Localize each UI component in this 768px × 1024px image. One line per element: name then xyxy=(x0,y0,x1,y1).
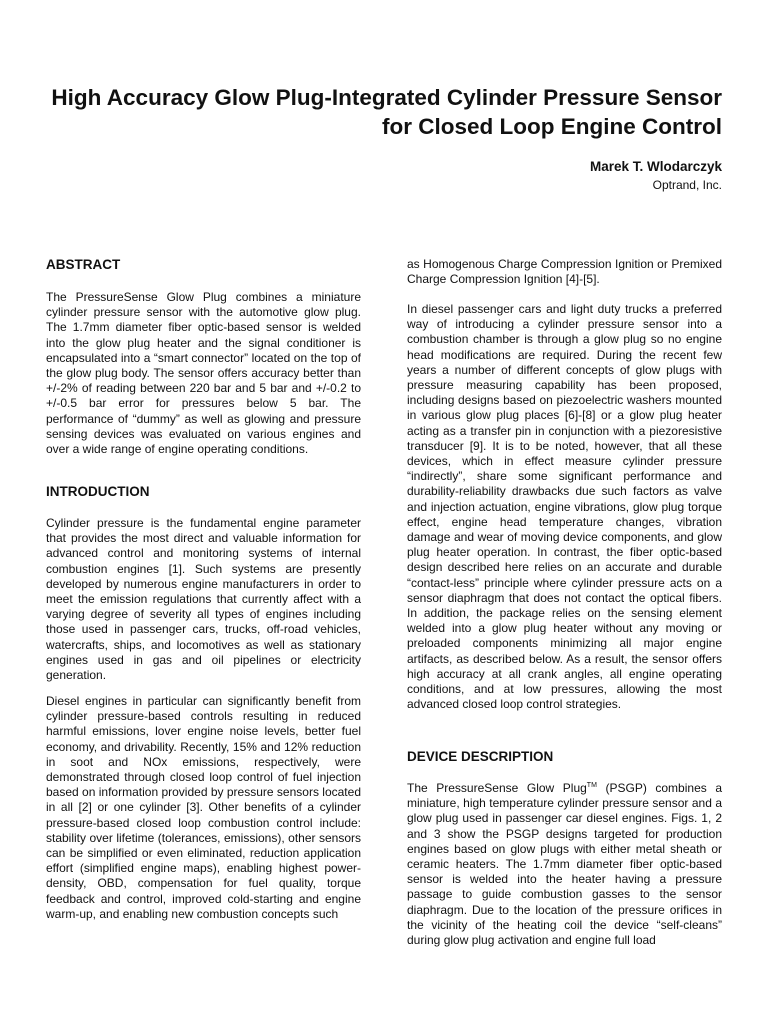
author-name: Marek T. Wlodarczyk xyxy=(589,159,722,174)
abstract-text: The PressureSense Glow Plug combines a miniature cylinder pressure sensor with the automotive glow plug. The 1.7mm diameter fiber optic-based sensor is welded into the glow plug heater and the signal conditioner is encapsulated into a “smart connector” located on the top of the glow plug body. The sensor offers accuracy better than +/-2% of reading between 220 bar and 5 bar and +/-0.2 to +/-0.5 bar error for pressures below 5 bar. The performance of “dummy” as well as glowing and pressure sensing devices was evaluated on various engines and over a wide range of engine operating conditions. xyxy=(46,290,361,457)
title-line-2: for Closed Loop Engine Control xyxy=(382,114,722,139)
introduction-heading: INTRODUCTION xyxy=(46,484,150,499)
trademark-superscript: TM xyxy=(586,782,597,789)
introduction-paragraph-4: In diesel passenger cars and light duty trucks a preferred way of introducing a cylinder pressure sensor into a combustion chamber is through a glow plug so no engine head modifications are required. During the recent few years a number of different concepts of glow plugs with pressure measuring capability has been proposed, including designs based on piezoelectric washers mounted in various glow plug places [6]-[8] or a glow plug heater acting as a transfer pin in conjunction with a piezoresistive transducer [9]. It is to be noted, however, that all these devices, which in effect measure cylinder pressure “indirectly”, share some significant performance and durability-reliability drawbacks due such factors as valve and injection actuation, engine vibrations, glow plug torque effect, engine head temperature changes, vibration damage and wear of moving device components, and glow plug heater operation. In contrast, the fiber optic-based design described here relies on an accurate and durable “contact-less” principle where cylinder pressure acts on a sensor diaphragm that does not contact the optical fibers. In addition, the package relies on the sensing element welded into a glow plug heater without any moving or preloaded components minimizing all major engine artifacts, as described below. As a result, the sensor offers high accuracy at all crank angles, all engine operating conditions, and at low pressures, allowing the most advanced closed loop control strategies. xyxy=(407,302,722,712)
introduction-paragraph-2: Diesel engines in particular can significantly benefit from cylinder pressure-based controls resulting in reduced harmful emissions, lover engine noise levels, better fuel economy, and drivability. Recently, 15% and 12% reduction in soot and NOx emissions, respectively, were demonstrated through closed loop control of fuel injection based on information provided by pressure sensors located in all [2] or one cylinder [3]. Other benefits of a cylinder pressure-based closed loop combustion control include: stability over lifetime (tolerances, emissions), other sensors can be simplified or even eliminated, reduction application effort (simplified engine maps), enabling highest power-density, OBD, compensation for fuel quality, torque feedback and control, improved cold-starting and engine warm-up, and enabling new combustion concepts such xyxy=(46,694,361,921)
device-description-heading: DEVICE DESCRIPTION xyxy=(407,749,554,764)
introduction-paragraph-1: Cylinder pressure is the fundamental engine parameter that provides the most direct and valuable information for advanced control and monitoring systems of internal combustion engines [1]. Such systems are presently developed by numerous engine manufacturers in order to meet the emission regulations that currently affect with a varying degree of severity all types of engines including those used in passenger cars, trucks, off-road vehicles, watercrafts, ships, and locomotives as well as stationary engines used in gas and oil pipelines or electricity generation. xyxy=(46,516,361,683)
device-description-paragraph xyxy=(407,781,722,948)
author-affiliation: Optrand, Inc. xyxy=(652,178,722,192)
paper-title xyxy=(40,83,722,141)
title-line-1: High Accuracy Glow Plug-Integrated Cylinder Pressure Sensor xyxy=(51,85,722,110)
abstract-heading: ABSTRACT xyxy=(46,257,121,272)
device-text-start: The PressureSense Glow Plug xyxy=(407,781,587,795)
device-text-rest: (PSGP) combines a miniature, high temperature cylinder pressure sensor and a glow plug used in passenger car diesel engines. Figs. 1, 2 and 3 show the PSGP designs targeted for production engines based on glow plugs with either metal sheath or ceramic heaters. The 1.7mm diameter fiber optic-based sensor is welded into the heater having a pressure passage to guide combustion gasses to the sensor diaphragm. Due to the location of the pressure orifices in the vicinity of the heating coil the device “self-cleans” during glow plug activation and engine full load xyxy=(407,781,722,948)
introduction-paragraph-3: as Homogenous Charge Compression Ignition or Premixed Charge Compression Ignition [4]-[5]. xyxy=(407,257,722,287)
